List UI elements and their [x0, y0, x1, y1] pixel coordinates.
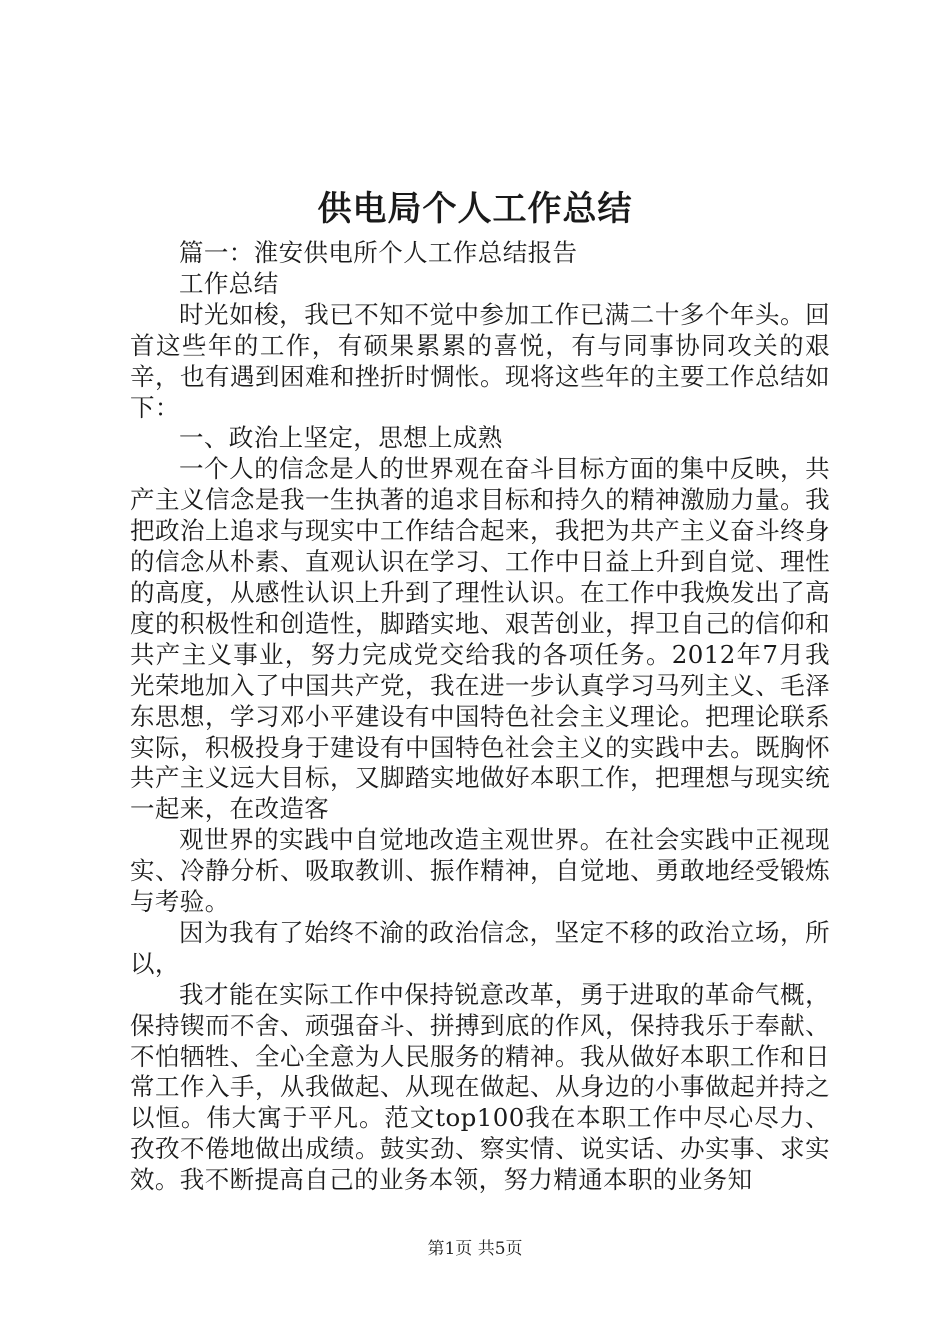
document-body [130, 238, 830, 1196]
document-title: 供电局个人工作总结 [317, 189, 633, 229]
paragraph: 工作总结 [179, 268, 279, 298]
paragraph: 时光如梭，我已不知不觉中参加工作已满二十多个年头。回首这些年的工作，有硕果累累的喜悦，有与同事协同攻关的艰辛，也有遇到困难和挫折时惆怅。现将这些年的主要工作总结如下： [130, 299, 830, 422]
paragraph: 观世界的实践中自觉地改造主观世界。在社会实践中正视现实、冷静分析、吸取教训、振作精神，自觉地、勇敢地经受锻炼与考验。 [130, 825, 830, 917]
section-heading: 一、政治上坚定，思想上成熟 [179, 423, 503, 453]
paragraph: 因为我有了始终不渝的政治信念，坚定不移的政治立场，所以， [130, 917, 830, 978]
paragraph: 篇一：淮安供电所个人工作总结报告 [179, 238, 578, 267]
page-footer: 第1页 共5页 [427, 1239, 523, 1259]
paragraph: 一个人的信念是人的世界观在奋斗目标方面的集中反映，共产主义信念是我一生执著的追求目标和持久的精神激励力量。我把政治上追求与现实中工作结合起来，我把为共产主义奋斗终身的信念从朴素、直观认识在学习、工作中日益上升到自觉、理性的高度，从感性认识上升到了理性认识。在工作中我焕发出了高度的积极性和创造性，脚踏实地、艰苦创业，捍卫自己的信仰和共产主义事业，努力完成党交给我的各项任务。2012年7月我光荣地加入了中国共产党，我在进一步认真学习马列主义、毛泽东思想，学习邓小平建设有中国特色社会主义理论。把理论联系实际，积极投身于建设有中国特色社会主义的实践中去。既胸怀共产主义远大目标，又脚踏实地做好本职工作，把理想与现实统一起来，在改造客 [130, 454, 830, 824]
paragraph: 我才能在实际工作中保持锐意改革，勇于进取的革命气概，保持锲而不舍、顽强奋斗、拼搏到底的作风，保持我乐于奉献、不怕牺牲、全心全意为人民服务的精神。我从做好本职工作和日常工作入手，从我做起、从现在做起、从身边的小事做起并持之以恒。伟大寓于平凡。范文top100我在本职工作中尽心尽力、孜孜不倦地做出成绩。鼓实劲、察实情、说实话、办实事、求实效。我不断提高自己的业务本领，努力精通本职的业务知 [130, 979, 830, 1195]
